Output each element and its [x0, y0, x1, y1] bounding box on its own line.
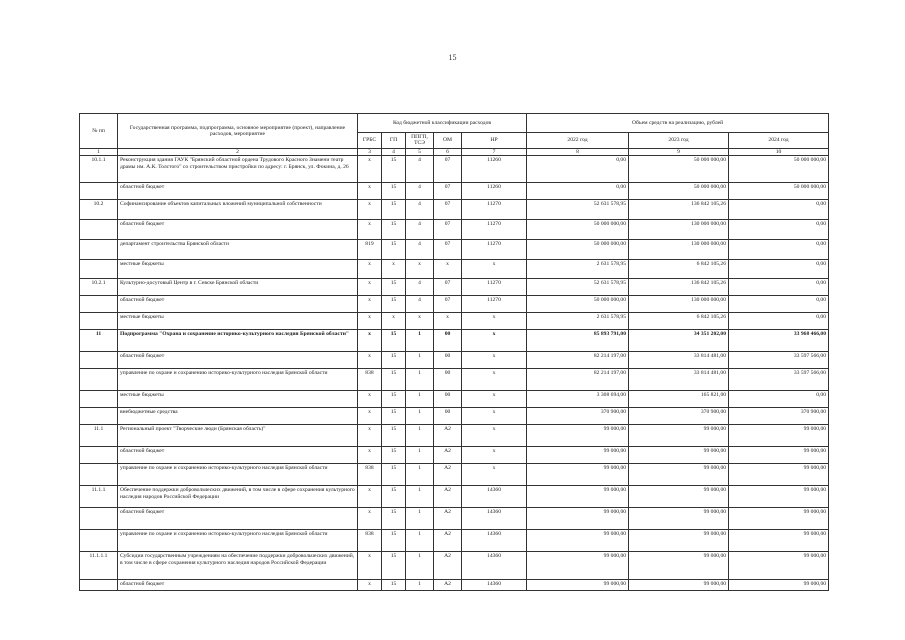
om-code: A2 — [434, 580, 462, 591]
row-name: областной бюджет — [118, 183, 358, 200]
amount-2023: 99 000,00 — [629, 425, 729, 447]
amount-2024: 0,00 — [729, 313, 829, 330]
grbs-code: x — [358, 296, 382, 313]
row-number: 11 — [80, 330, 118, 352]
amount-2024: 0,00 — [729, 296, 829, 313]
amount-2024: 0,00 — [729, 200, 829, 220]
amount-2023: 136 842 105,26 — [629, 279, 729, 296]
gp-code: 15 — [382, 183, 406, 200]
row-number: 11.1.1 — [80, 486, 118, 508]
amount-2022: 99 000,00 — [527, 464, 629, 486]
amount-2024: 0,00 — [729, 260, 829, 279]
column-number-row — [80, 148, 829, 155]
nr-code: 14360 — [462, 486, 527, 508]
nr-code: x — [462, 425, 527, 447]
row-number — [80, 508, 118, 530]
gp-code: 15 — [382, 552, 406, 580]
row-name: управление по охране и сохранению историко-культурного наследия Брянской области — [118, 464, 358, 486]
amount-2024: 99 000,00 — [729, 508, 829, 530]
table-row — [80, 464, 829, 486]
grbs-code: x — [358, 447, 382, 464]
om-code: A2 — [434, 530, 462, 552]
col-header-om: ОМ — [434, 133, 462, 149]
grbs-code: x — [358, 220, 382, 240]
grbs-code: x — [358, 408, 382, 425]
amount-2022: 52 631 578,95 — [527, 200, 629, 220]
column-number: 2 — [118, 148, 358, 155]
amount-2022: 82 214 197,00 — [527, 369, 629, 391]
table-row — [80, 447, 829, 464]
amount-2022: 99 000,00 — [527, 580, 629, 591]
nr-code: 11270 — [462, 200, 527, 220]
ppgp-code: 4 — [406, 296, 434, 313]
row-name: департамент строительства Брянской области — [118, 240, 358, 260]
om-code: 07 — [434, 279, 462, 296]
amount-2022: 99 000,00 — [527, 486, 629, 508]
row-number — [80, 260, 118, 279]
row-name: Обеспечение поддержки добровольческих движений, в том числе в сфере сохранения культурного наследия народов Российской Федерации — [118, 486, 358, 508]
om-code: 07 — [434, 156, 462, 183]
ppgp-code: 1 — [406, 391, 434, 408]
table-row — [80, 279, 829, 296]
table-row — [80, 183, 829, 200]
table-row — [80, 296, 829, 313]
row-number — [80, 313, 118, 330]
row-name: областной бюджет — [118, 220, 358, 240]
ppgp-code: x — [406, 260, 434, 279]
grbs-code: x — [358, 508, 382, 530]
table-row — [80, 391, 829, 408]
gp-code: 15 — [382, 508, 406, 530]
nr-code: 14360 — [462, 552, 527, 580]
ppgp-code: 1 — [406, 352, 434, 369]
grbs-code: 819 — [358, 240, 382, 260]
column-number: 5 — [406, 148, 434, 155]
ppgp-code: 1 — [406, 552, 434, 580]
nr-code: x — [462, 369, 527, 391]
nr-code: 14360 — [462, 580, 527, 591]
col-header-grbs: ГРБС — [358, 133, 382, 149]
row-name: областной бюджет — [118, 508, 358, 530]
table-row — [80, 156, 829, 183]
gp-code: x — [382, 313, 406, 330]
column-number: 6 — [434, 148, 462, 155]
amount-2023: 50 000 000,00 — [629, 156, 729, 183]
row-name: управление по охране и сохранению историко-культурного наследия Брянской области — [118, 369, 358, 391]
nr-code: x — [462, 330, 527, 352]
row-name: местные бюджеты — [118, 313, 358, 330]
col-header-nr: НР — [462, 133, 527, 149]
amount-2023: 50 000 000,00 — [629, 183, 729, 200]
amount-2024: 99 000,00 — [729, 425, 829, 447]
row-name: местные бюджеты — [118, 260, 358, 279]
row-number — [80, 391, 118, 408]
col-header-code-group: Код бюджетной классификации расходов — [358, 114, 527, 133]
amount-2024: 50 000 000,00 — [729, 183, 829, 200]
amount-2023: 99 000,00 — [629, 580, 729, 591]
table-body — [80, 156, 829, 591]
amount-2022: 99 000,00 — [527, 530, 629, 552]
grbs-code: x — [358, 200, 382, 220]
nr-code: x — [462, 313, 527, 330]
row-name: областной бюджет — [118, 352, 358, 369]
amount-2024: 33 968 466,00 — [729, 330, 829, 352]
grbs-code: 838 — [358, 464, 382, 486]
col-header-gp: ГП — [382, 133, 406, 149]
row-name: Культурно-досуговый Центр в г. Севске Брянской области — [118, 279, 358, 296]
amount-2022: 52 631 578,95 — [527, 279, 629, 296]
amount-2023: 6 842 105,26 — [629, 260, 729, 279]
row-name: управление по охране и сохранению историко-культурного наследия Брянской области — [118, 530, 358, 552]
amount-2023: 6 842 105,26 — [629, 313, 729, 330]
gp-code: 15 — [382, 391, 406, 408]
column-number: 8 — [527, 148, 629, 155]
table-row — [80, 313, 829, 330]
om-code: x — [434, 313, 462, 330]
om-code: A2 — [434, 464, 462, 486]
table-row — [80, 580, 829, 591]
col-header-program: Государственная программа, подпрограмма, основное мероприятие (проект), направление расходов, мероприятие — [118, 114, 358, 149]
om-code: A2 — [434, 425, 462, 447]
amount-2023: 370 900,00 — [629, 408, 729, 425]
row-name: Субсидии государственным учреждениям на обеспечение поддержки добровольческих движений, в том числе в сфере сохранения культурного наследия народов Российской Федерации — [118, 552, 358, 580]
row-number: 10.2.1 — [80, 279, 118, 296]
row-number — [80, 220, 118, 240]
table-row — [80, 352, 829, 369]
column-number: 7 — [462, 148, 527, 155]
ppgp-code: 4 — [406, 156, 434, 183]
nr-code: x — [462, 391, 527, 408]
budget-table — [79, 113, 829, 591]
om-code: A2 — [434, 552, 462, 580]
amount-2023: 33 814 481,00 — [629, 352, 729, 369]
amount-2024: 33 597 566,00 — [729, 352, 829, 369]
amount-2024: 0,00 — [729, 391, 829, 408]
amount-2024: 99 000,00 — [729, 530, 829, 552]
gp-code: 15 — [382, 580, 406, 591]
row-name: местные бюджеты — [118, 391, 358, 408]
col-header-ppgp: ППГП, ТСЭ — [406, 133, 434, 149]
amount-2024: 0,00 — [729, 240, 829, 260]
page-number: 15 — [448, 53, 457, 62]
amount-2023: 99 000,00 — [629, 464, 729, 486]
gp-code: 15 — [382, 447, 406, 464]
column-number: 3 — [358, 148, 382, 155]
column-number: 10 — [729, 148, 829, 155]
row-name: Подпрограмма "Охрана и сохранение историко-культурного наследия Брянской области" — [118, 330, 358, 352]
nr-code: 11260 — [462, 183, 527, 200]
om-code: 00 — [434, 408, 462, 425]
grbs-code: x — [358, 313, 382, 330]
om-code: 00 — [434, 352, 462, 369]
amount-2022: 50 000 000,00 — [527, 240, 629, 260]
amount-2022: 3 308 694,00 — [527, 391, 629, 408]
ppgp-code: 1 — [406, 508, 434, 530]
gp-code: x — [382, 260, 406, 279]
amount-2023: 33 814 481,00 — [629, 369, 729, 391]
row-name: областной бюджет — [118, 447, 358, 464]
amount-2024: 99 000,00 — [729, 580, 829, 591]
nr-code: 14360 — [462, 530, 527, 552]
ppgp-code: 1 — [406, 530, 434, 552]
table-row — [80, 552, 829, 580]
gp-code: 15 — [382, 200, 406, 220]
gp-code: 15 — [382, 220, 406, 240]
ppgp-code: 4 — [406, 183, 434, 200]
amount-2023: 99 000,00 — [629, 447, 729, 464]
amount-2023: 99 000,00 — [629, 486, 729, 508]
ppgp-code: 1 — [406, 580, 434, 591]
grbs-code: x — [358, 279, 382, 296]
amount-2024: 33 597 566,00 — [729, 369, 829, 391]
om-code: 00 — [434, 391, 462, 408]
table-row — [80, 369, 829, 391]
grbs-code: x — [358, 580, 382, 591]
row-name: областной бюджет — [118, 580, 358, 591]
om-code: 07 — [434, 200, 462, 220]
grbs-code: 838 — [358, 530, 382, 552]
nr-code: 11270 — [462, 220, 527, 240]
nr-code: 11260 — [462, 156, 527, 183]
table-row — [80, 408, 829, 425]
om-code: 00 — [434, 369, 462, 391]
nr-code: x — [462, 408, 527, 425]
row-number — [80, 352, 118, 369]
nr-code: x — [462, 447, 527, 464]
grbs-code: x — [358, 425, 382, 447]
amount-2023: 130 000 000,00 — [629, 220, 729, 240]
row-number — [80, 530, 118, 552]
grbs-code: x — [358, 391, 382, 408]
grbs-code: x — [358, 156, 382, 183]
amount-2024: 0,00 — [729, 279, 829, 296]
grbs-code: x — [358, 183, 382, 200]
table-row — [80, 530, 829, 552]
nr-code: 14360 — [462, 508, 527, 530]
col-header-2024: 2024 год — [729, 133, 829, 149]
table-row — [80, 240, 829, 260]
ppgp-code: 1 — [406, 464, 434, 486]
row-number: 10.2 — [80, 200, 118, 220]
amount-2022: 99 000,00 — [527, 552, 629, 580]
header-row-main — [80, 114, 829, 133]
table-row — [80, 200, 829, 220]
ppgp-code: 4 — [406, 220, 434, 240]
gp-code: 15 — [382, 330, 406, 352]
amount-2022: 370 900,00 — [527, 408, 629, 425]
amount-2022: 50 000 000,00 — [527, 296, 629, 313]
amount-2024: 99 000,00 — [729, 447, 829, 464]
om-code: 07 — [434, 183, 462, 200]
row-number — [80, 296, 118, 313]
grbs-code: x — [358, 552, 382, 580]
amount-2023: 165 821,00 — [629, 391, 729, 408]
row-number — [80, 447, 118, 464]
col-header-volume-group: Объем средств на реализацию, рублей — [527, 114, 829, 133]
row-number — [80, 580, 118, 591]
nr-code: x — [462, 260, 527, 279]
col-header-2023: 2023 год — [629, 133, 729, 149]
gp-code: 15 — [382, 279, 406, 296]
row-name: Реконструкция здания ГАУК "Брянский областной ордена Трудового Красного Знамени театр драмы им. А.К. Толстого" со строительством пристройки по адресу: г. Брянск, ул. Фокина, д. 26 — [118, 156, 358, 183]
amount-2022: 85 893 791,00 — [527, 330, 629, 352]
amount-2024: 99 000,00 — [729, 552, 829, 580]
gp-code: 15 — [382, 352, 406, 369]
ppgp-code: 1 — [406, 408, 434, 425]
nr-code: 11270 — [462, 279, 527, 296]
gp-code: 15 — [382, 486, 406, 508]
gp-code: 15 — [382, 156, 406, 183]
table-row — [80, 508, 829, 530]
om-code: 00 — [434, 330, 462, 352]
nr-code: 11270 — [462, 296, 527, 313]
nr-code: x — [462, 464, 527, 486]
amount-2024: 50 000 000,00 — [729, 156, 829, 183]
om-code: 07 — [434, 220, 462, 240]
om-code: A2 — [434, 447, 462, 464]
col-header-num: № пп — [80, 114, 118, 149]
amount-2022: 0,00 — [527, 156, 629, 183]
gp-code: 15 — [382, 240, 406, 260]
grbs-code: x — [358, 486, 382, 508]
ppgp-code: 4 — [406, 279, 434, 296]
om-code: A2 — [434, 486, 462, 508]
gp-code: 15 — [382, 369, 406, 391]
column-number: 1 — [80, 148, 118, 155]
amount-2023: 136 842 105,26 — [629, 200, 729, 220]
amount-2022: 2 631 578,95 — [527, 313, 629, 330]
table-row — [80, 220, 829, 240]
ppgp-code: 1 — [406, 369, 434, 391]
grbs-code: 838 — [358, 369, 382, 391]
amount-2024: 0,00 — [729, 220, 829, 240]
column-number: 9 — [629, 148, 729, 155]
ppgp-code: 4 — [406, 240, 434, 260]
table-row — [80, 486, 829, 508]
amount-2022: 99 000,00 — [527, 508, 629, 530]
row-number — [80, 183, 118, 200]
row-number — [80, 369, 118, 391]
ppgp-code: 1 — [406, 447, 434, 464]
row-name: областной бюджет — [118, 296, 358, 313]
amount-2022: 2 631 578,95 — [527, 260, 629, 279]
grbs-code: x — [358, 352, 382, 369]
gp-code: 15 — [382, 464, 406, 486]
amount-2023: 130 000 000,00 — [629, 240, 729, 260]
om-code: 07 — [434, 296, 462, 313]
grbs-code: x — [358, 260, 382, 279]
row-name: Софинансирование объектов капитальных вложений муниципальной собственности — [118, 200, 358, 220]
row-name: Региональный проект "Творческие люди (Брянская область)" — [118, 425, 358, 447]
gp-code: 15 — [382, 530, 406, 552]
amount-2022: 82 214 197,00 — [527, 352, 629, 369]
om-code: A2 — [434, 508, 462, 530]
row-number — [80, 408, 118, 425]
amount-2023: 99 000,00 — [629, 508, 729, 530]
amount-2022: 99 000,00 — [527, 425, 629, 447]
table-row — [80, 330, 829, 352]
row-number — [80, 464, 118, 486]
table-row — [80, 260, 829, 279]
nr-code: 11270 — [462, 240, 527, 260]
gp-code: 15 — [382, 408, 406, 425]
amount-2022: 99 000,00 — [527, 447, 629, 464]
amount-2023: 99 000,00 — [629, 552, 729, 580]
amount-2024: 99 000,00 — [729, 486, 829, 508]
amount-2023: 34 351 202,00 — [629, 330, 729, 352]
amount-2023: 99 000,00 — [629, 530, 729, 552]
amount-2023: 130 000 000,00 — [629, 296, 729, 313]
grbs-code: x — [358, 330, 382, 352]
ppgp-code: 4 — [406, 200, 434, 220]
gp-code: 15 — [382, 296, 406, 313]
amount-2022: 0,00 — [527, 183, 629, 200]
amount-2024: 99 000,00 — [729, 464, 829, 486]
row-number: 11.1.1.1 — [80, 552, 118, 580]
amount-2024: 370 900,00 — [729, 408, 829, 425]
gp-code: 15 — [382, 425, 406, 447]
table-row — [80, 425, 829, 447]
row-number: 10.1.1 — [80, 156, 118, 183]
row-number: 11.1 — [80, 425, 118, 447]
ppgp-code: 1 — [406, 486, 434, 508]
row-number — [80, 240, 118, 260]
row-name: внебюджетные средства — [118, 408, 358, 425]
ppgp-code: 1 — [406, 425, 434, 447]
col-header-2022: 2022 год — [527, 133, 629, 149]
nr-code: x — [462, 352, 527, 369]
column-number: 4 — [382, 148, 406, 155]
om-code: x — [434, 260, 462, 279]
amount-2022: 50 000 000,00 — [527, 220, 629, 240]
om-code: 07 — [434, 240, 462, 260]
ppgp-code: 1 — [406, 330, 434, 352]
ppgp-code: x — [406, 313, 434, 330]
